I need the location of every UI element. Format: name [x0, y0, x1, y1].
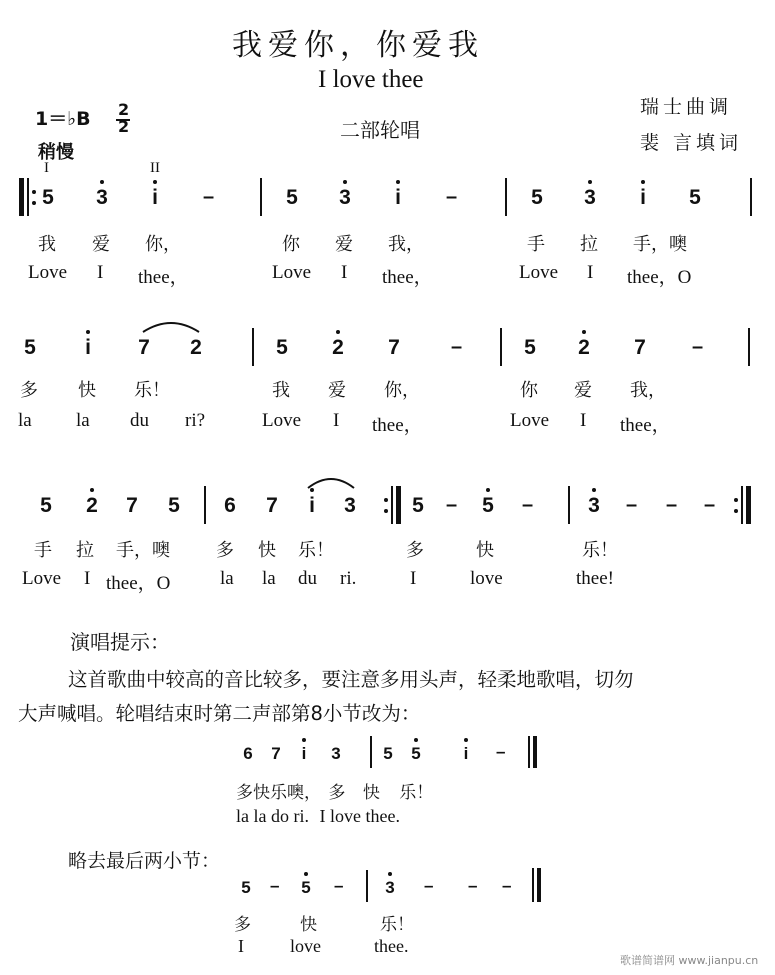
lyric: I [410, 568, 417, 589]
sustain-dash: – [334, 876, 344, 895]
lyric: ri. [340, 568, 357, 589]
note: 5 [689, 186, 701, 209]
tips-paragraph-line-2: 大声喊唱。轮唱结束时第二声部第8小节改为： [18, 702, 421, 725]
note: 7 [271, 744, 281, 763]
lyric: I [580, 410, 587, 431]
lyric: Love [510, 410, 550, 431]
final-barline [537, 868, 541, 902]
note: 5 [24, 336, 36, 359]
example-1-lyrics-english [236, 806, 400, 827]
song-title-chinese: 我爱你，你爱我 [232, 28, 484, 63]
omit-instruction: 略去最后两小节： [68, 850, 221, 872]
barline [204, 486, 206, 524]
note: 2 [578, 336, 590, 359]
time-signature-bottom: 2 [118, 117, 130, 136]
lyric: 拉 [76, 540, 94, 561]
lyric: la [76, 410, 90, 431]
lyric: ri. [293, 806, 309, 826]
lyric: 我， [630, 380, 666, 401]
repeat-dot [734, 509, 738, 513]
barline [370, 736, 372, 768]
tempo-marking: 稍慢 [38, 142, 74, 163]
lyric: du [298, 568, 317, 589]
note: i [85, 336, 91, 359]
high-octave-dot [414, 738, 418, 742]
lyric: 快 [258, 540, 276, 561]
barline [750, 178, 752, 216]
lyric: la [220, 568, 234, 589]
lyrics-credit: 裴 言填词 [640, 132, 743, 154]
song-subtitle: 二部轮唱 [340, 118, 420, 142]
note: 3 [584, 186, 596, 209]
note: i [309, 494, 315, 517]
lyric: thee. [365, 806, 400, 826]
repeat-dot [32, 190, 36, 194]
barline [528, 736, 530, 768]
high-octave-dot [592, 488, 596, 492]
lyric: 快 [300, 915, 317, 935]
tips-heading: 演唱提示： [70, 630, 170, 654]
song-title-english: I love thee [318, 66, 424, 93]
repeat-dot [32, 201, 36, 205]
lyric: love [330, 806, 361, 826]
note: 3 [331, 744, 341, 763]
lyric: 快 [78, 380, 96, 401]
lyric: 爱 [328, 380, 346, 401]
lyric: 乐！ [380, 915, 414, 935]
sustain-dash: – [424, 876, 434, 895]
note: 5 [412, 494, 424, 517]
lyric: Love [28, 262, 68, 283]
barline [500, 328, 502, 366]
note: 6 [243, 744, 253, 763]
lyric: I [84, 568, 91, 589]
lyric: I [319, 806, 326, 826]
lyric: la [236, 806, 249, 826]
high-octave-dot [588, 180, 592, 184]
lyric: 手，噢 [116, 540, 170, 561]
note: 5 [241, 878, 251, 897]
lyric: thee， [382, 267, 433, 288]
high-octave-dot [396, 180, 400, 184]
note: 3 [339, 186, 351, 209]
note: i [395, 186, 401, 209]
lyric: 拉 [580, 234, 598, 255]
note: 7 [634, 336, 646, 359]
note: 7 [266, 494, 278, 517]
repeat-dot [734, 498, 738, 502]
sustain-dash: – [270, 876, 280, 895]
barline [27, 178, 29, 216]
note: i [640, 186, 646, 209]
lyric: 爱 [574, 380, 592, 401]
tie-arc [305, 474, 357, 490]
lyric: 乐！ [134, 380, 170, 401]
lyric: la [18, 410, 32, 431]
sustain-dash: – [446, 186, 458, 208]
lyric: I [587, 262, 594, 283]
high-octave-dot [582, 330, 586, 334]
barline [391, 486, 393, 524]
repeat-dot [384, 498, 388, 502]
tips-paragraph-line-1: 这首歌曲中较高的音比较多，要注意多用头声，轻柔地歌唱，切勿 [68, 668, 634, 691]
note: 2 [86, 494, 98, 517]
lyric: thee. [374, 936, 409, 956]
high-octave-dot [464, 738, 468, 742]
note: 7 [138, 336, 150, 359]
high-octave-dot [343, 180, 347, 184]
lyric: 乐！ [399, 783, 434, 803]
lyric: Love [519, 262, 559, 283]
lyric: 多 [20, 380, 38, 401]
lyric: 我 [38, 234, 56, 255]
note: 5 [524, 336, 536, 359]
note: 5 [411, 744, 421, 763]
lyric: 你， [384, 380, 420, 401]
lyric: 手 [34, 540, 52, 561]
lyric: I [341, 262, 348, 283]
lyric: du [130, 410, 149, 431]
note: 7 [126, 494, 138, 517]
note: 3 [385, 878, 395, 897]
lyric: 我， [388, 234, 424, 255]
lyric: 多 [234, 915, 251, 935]
barline [748, 328, 750, 366]
note: i [152, 186, 158, 209]
note: 5 [286, 186, 298, 209]
lyric: love [470, 568, 503, 589]
high-octave-dot [153, 180, 157, 184]
note: i [301, 744, 307, 763]
lyric: Love [22, 568, 62, 589]
barline [252, 328, 254, 366]
barline [505, 178, 507, 216]
music-credit: 瑞士曲调 [640, 96, 733, 118]
site-watermark: 歌谱简谱网 www.jianpu.cn [620, 954, 759, 967]
note: 2 [332, 336, 344, 359]
high-octave-dot [641, 180, 645, 184]
note: 7 [388, 336, 400, 359]
lyric: 多快乐噢， [236, 783, 321, 803]
sustain-dash: – [451, 336, 463, 358]
note: 3 [96, 186, 108, 209]
repeat-end-barline [746, 486, 751, 524]
sustain-dash: – [446, 494, 458, 516]
lyric: Love [272, 262, 312, 283]
repeat-end-barline [396, 486, 401, 524]
lyric: 你， [145, 234, 181, 255]
key-signature: 1＝♭B [35, 108, 91, 130]
note: 5 [301, 878, 311, 897]
high-octave-dot [486, 488, 490, 492]
lyric: I [97, 262, 104, 283]
note: 6 [224, 494, 236, 517]
lyric: la [253, 806, 267, 826]
high-octave-dot [302, 738, 306, 742]
lyric: 你 [520, 380, 538, 401]
lyric: 爱 [335, 234, 353, 255]
example-1-lyrics-chinese [236, 778, 433, 803]
lyric: 你 [282, 234, 300, 255]
part-two-marker: II [150, 160, 160, 176]
sustain-dash: – [666, 494, 678, 516]
time-signature-top: 2 [118, 100, 130, 119]
lyric: 手 [527, 234, 545, 255]
lyric: thee，O [106, 573, 171, 594]
lyric: I [238, 936, 244, 956]
barline [366, 870, 368, 902]
lyric: thee， [138, 267, 189, 288]
part-one-marker: I [44, 160, 49, 176]
lyric: ri? [185, 410, 206, 431]
sustain-dash: – [468, 876, 478, 895]
high-octave-dot [336, 330, 340, 334]
high-octave-dot [86, 330, 90, 334]
high-octave-dot [90, 488, 94, 492]
lyric: thee，O [627, 267, 692, 288]
barline [568, 486, 570, 524]
lyric: I [333, 410, 340, 431]
repeat-dot [384, 509, 388, 513]
lyric: 我 [272, 380, 290, 401]
lyric: 手，噢 [633, 234, 687, 255]
high-octave-dot [100, 180, 104, 184]
lyric: love [290, 936, 321, 956]
high-octave-dot [388, 872, 392, 876]
lyric: 多 [216, 540, 234, 561]
sustain-dash: – [496, 742, 506, 761]
lyric: thee， [372, 415, 423, 436]
note: 5 [42, 186, 54, 209]
tie-arc [140, 318, 202, 334]
sustain-dash: – [522, 494, 534, 516]
sustain-dash: – [203, 186, 215, 208]
lyric: 乐！ [298, 540, 334, 561]
sustain-dash: – [692, 336, 704, 358]
sustain-dash: – [704, 494, 716, 516]
note: 5 [168, 494, 180, 517]
barline [741, 486, 743, 524]
lyric: thee! [576, 568, 614, 589]
note: 5 [276, 336, 288, 359]
note: 3 [588, 494, 600, 517]
sustain-dash: – [626, 494, 638, 516]
lyric: 多 [406, 540, 424, 561]
note: 5 [531, 186, 543, 209]
final-barline [533, 736, 537, 768]
note: i [463, 744, 469, 763]
barline [532, 868, 534, 902]
lyric: la [262, 568, 276, 589]
sustain-dash: – [502, 876, 512, 895]
lyric: do [271, 806, 289, 826]
note: 2 [190, 336, 202, 359]
note: 5 [482, 494, 494, 517]
lyric: 快 [362, 783, 380, 803]
barline [260, 178, 262, 216]
lyric: thee， [620, 415, 671, 436]
lyric: 爱 [92, 234, 110, 255]
lyric: 多 [328, 783, 346, 803]
high-octave-dot [304, 872, 308, 876]
note: 5 [383, 744, 393, 763]
note: 3 [344, 494, 356, 517]
note: 5 [40, 494, 52, 517]
lyric: 乐！ [582, 540, 618, 561]
repeat-start-barline [19, 178, 24, 216]
lyric: 快 [476, 540, 494, 561]
lyric: Love [262, 410, 302, 431]
